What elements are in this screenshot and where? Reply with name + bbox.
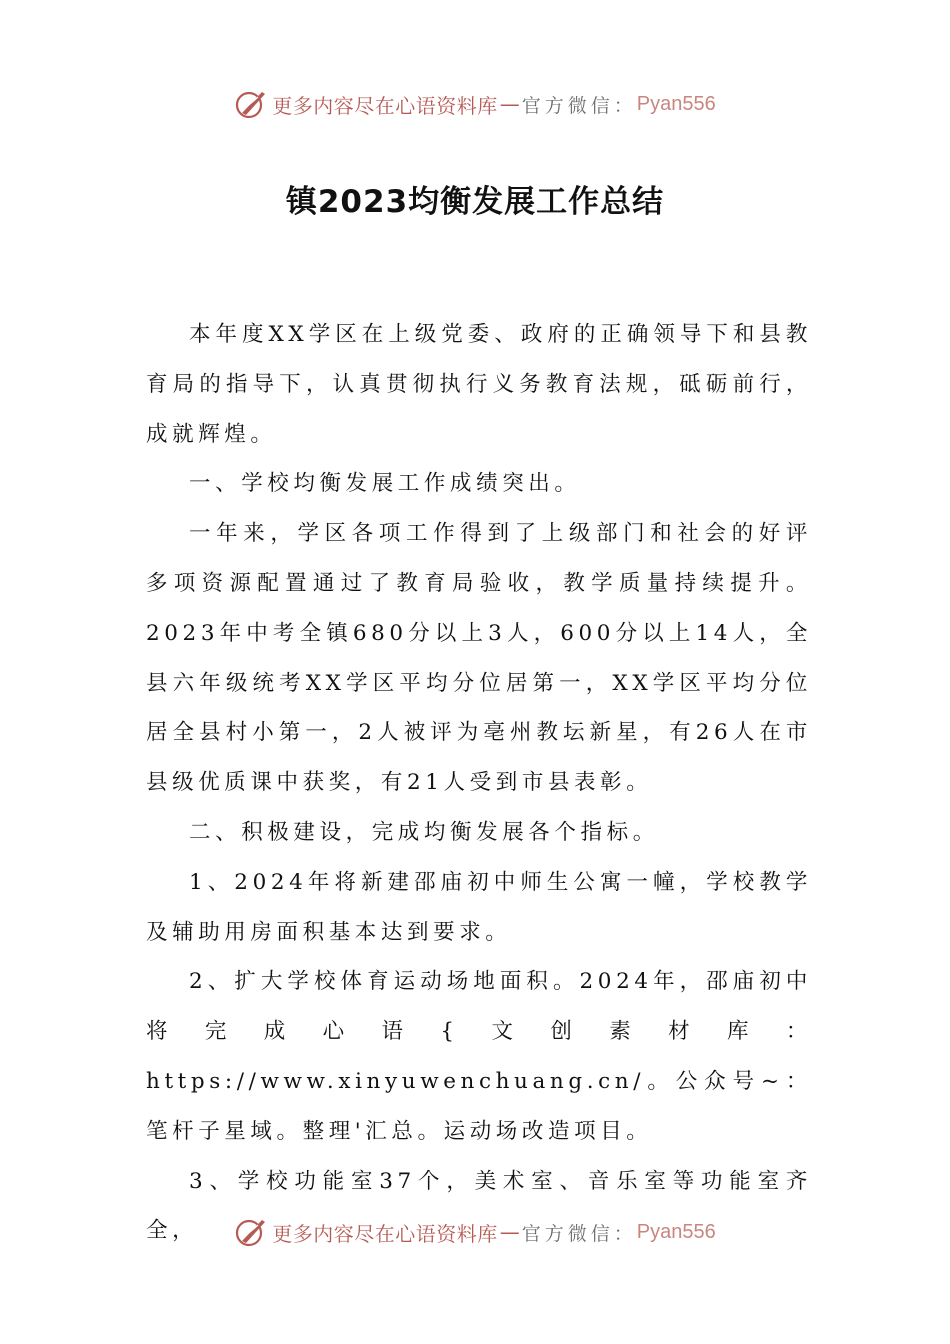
paragraph-heading-1: 一、学校均衡发展工作成绩突出。: [189, 471, 581, 497]
paragraph-item-2: 2、扩大学校体育运动场地面积。2024年，邵庙初中将完成心语{文创素材库：https://www.xinyuwenchuang.cn/。公众号~：笔杆子星域。整理'汇总。运动场改造项目。: [146, 969, 812, 1144]
footer-banner: [0, 1212, 950, 1252]
banner-wechat-id: Pyan556: [636, 1220, 716, 1243]
quill-pen-logo-icon: [234, 1215, 268, 1249]
paragraph-achievements: 一年来，学区各项工作得到了上级部门和社会的好评多项资源配置通过了教育局验收，教学质量持续提升。2023年中考全镇680分以上3人，600分以上14人，全县六年级统考XX学区平均分位居第一，XX学区平均分位居全县村小第一，2人被评为亳州教坛新星，有26人在市县级优质课中获奖，有21人受到市县表彰。: [146, 521, 812, 796]
quill-pen-logo-icon: [234, 87, 268, 121]
document-body: [146, 310, 812, 1256]
paragraph-intro: 本年度XX学区在上级党委、政府的正确领导下和县教育局的指导下，认真贯彻执行义务教育法规，砥砺前行，成就辉煌。: [146, 322, 812, 447]
banner-wechat-label: 官方微信：: [521, 94, 637, 117]
document-title: 镇2023均衡发展工作总结: [285, 184, 665, 220]
paragraph-item-3: 3、学校功能室37个，美术室、音乐室等功能室齐全，: [146, 1168, 812, 1244]
paragraph-item-1: 1、2024年将新建邵庙初中师生公寓一幢，学校教学及辅助用房面积基本达到要求。: [146, 869, 812, 945]
banner-text: 更多内容尽在心语资料库: [272, 1221, 498, 1246]
paragraph-heading-2: 二、积极建设，完成均衡发展各个指标。: [189, 819, 659, 845]
banner-wechat-id: Pyan556: [636, 92, 716, 115]
banner-text: 更多内容尽在心语资料库: [272, 93, 498, 118]
banner-wechat-label: 官方微信：: [521, 1222, 637, 1245]
header-banner: [0, 84, 950, 124]
banner-dash: —: [499, 92, 520, 116]
banner-dash: —: [499, 1220, 520, 1244]
